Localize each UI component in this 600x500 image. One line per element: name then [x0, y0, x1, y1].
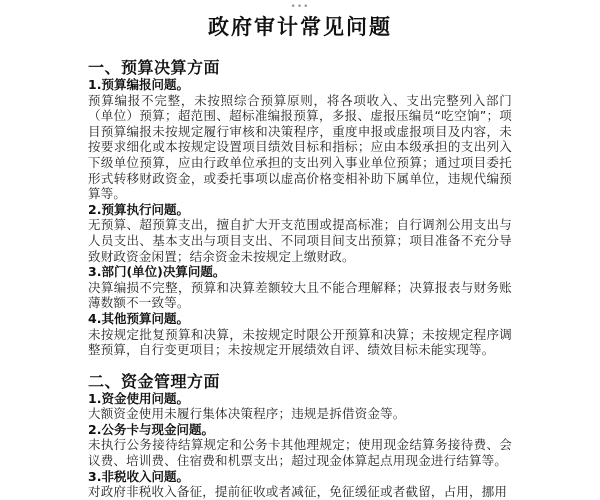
issue-item — [88, 264, 512, 311]
issue-item — [88, 391, 512, 422]
issue-body: 对政府非税收入备征，提前征收或者减征，免征缓征或者截留，占用，挪用 — [88, 484, 508, 500]
document-title: 政府审计常见问题 — [208, 15, 392, 39]
document-body — [88, 59, 512, 500]
issue-heading: 1.资金使用问题。 — [88, 390, 189, 406]
issue-heading: 4.其他预算问题。 — [88, 310, 189, 326]
section-fund-management — [88, 373, 512, 500]
issue-body: 预算编报不完整，未按照综合预算原则，将各项收入、支出完整列入部门（单位）预算；超范围、超标准编报预算，多报、虚报压编员“吃空饷”；项目预算编报未按规定履行审核和决策程序，重度申报或虚报项目及内容，未按要求细化或本按规定设置项目绩效目标和指标；应由本级承担的支出列入下级单位预算，应由行政单位承担的支出列入事业单位预算；通过项目委托形式转移财政资金，或委托事项以虚高价格变相补助下属单位，违规代编预算等。 — [88, 92, 512, 202]
issue-heading: 2.公务卡与现金问题。 — [88, 421, 214, 437]
issue-item — [88, 202, 512, 264]
issue-heading: 1.预算编报问题。 — [88, 77, 189, 92]
issue-item — [88, 422, 512, 469]
issue-body: 大额资金使用未履行集体决策程序；违规是拆借资金等。 — [88, 406, 406, 422]
issue-body: 决算编损不完整，预算和决算差额较大且不能合理解释；决算报表与财务账薄数额不一致等。 — [88, 279, 512, 311]
section-heading: 一、预算决算方面 — [88, 58, 221, 77]
window-grabber[interactable]: ••• — [290, 2, 310, 12]
section-budget — [88, 59, 512, 358]
issue-body: 未按规定批复预算和决算，未按规定时限公开预算和决算；未按规定程序调整预算，自行变更项目；未按规定开展绩效自评、绩效目标未能实现等。 — [88, 326, 512, 358]
issue-heading: 2.预算执行问题。 — [88, 201, 189, 217]
issue-body: 无预算、超预算支出，擅自扩大开支范围或提高标准；自行调剂公用支出与人员支出、基本支出与项目支出、不同项目间支出预算；项目准备不充分导致财政资金闲置；结余资金未按规定上缴财政。 — [88, 217, 512, 264]
issue-item — [88, 469, 512, 500]
issue-heading: 3.部门(单位)决算问题。 — [88, 264, 226, 280]
issue-item — [88, 311, 512, 358]
issue-heading: 3.非税收入问题。 — [88, 468, 189, 484]
issue-item — [88, 77, 512, 202]
section-heading: 二、资金管理方面 — [88, 371, 221, 391]
issue-body: 未执行公务接待结算规定和公务卡其他理规定；使用现金结算务接待费、会议费、培训费、住宿费和机票支出；超过现金体算起点用现金进行结算等。 — [88, 437, 512, 469]
